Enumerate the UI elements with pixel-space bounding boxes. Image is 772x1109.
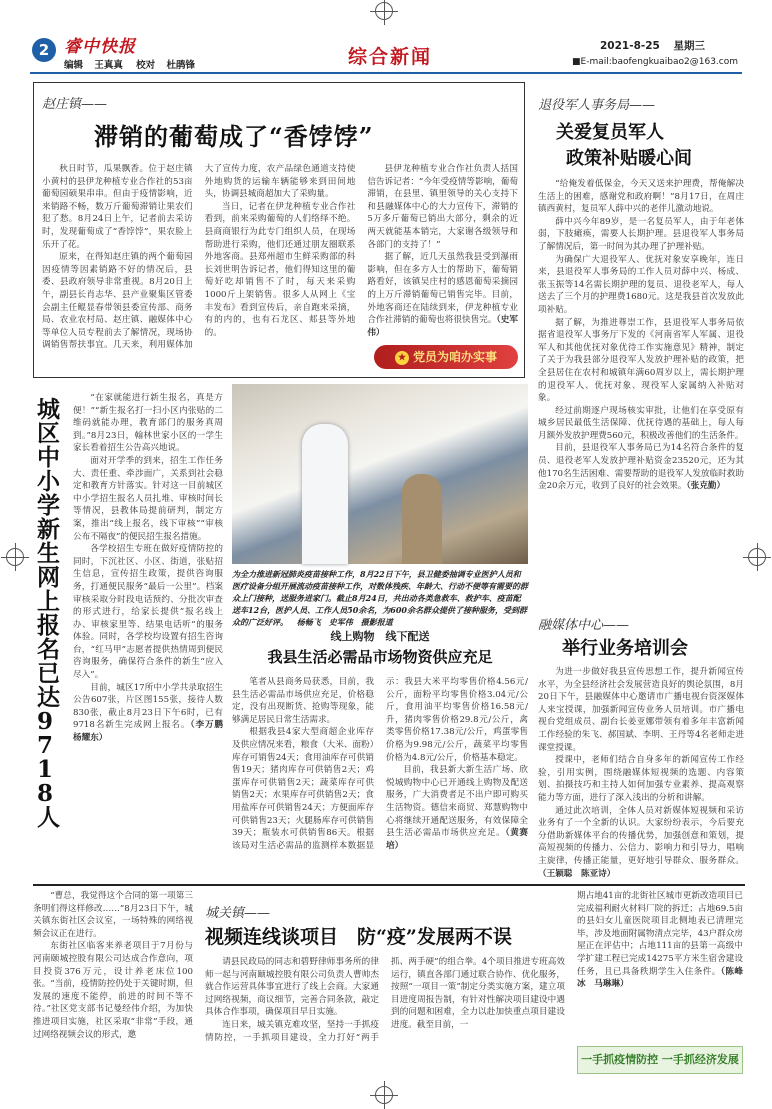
byline: （王颖聪 陈亚诗） (538, 868, 616, 879)
paragraph: 为进一步做好我县宣传思想工作，提升新闻宣传水平，为全县经济社会发展营造良好的舆论氛围，8月20日下午，县融媒体中心邀请市广播电视台资深媒体人来宝授课，加强新闻宣传业务人员培训。市广播电视台党组成员、副台长姜亚娜带领有着多年丰富新闻工作经验的朱飞、郝国斌、李明、王丹等4名老师走进课堂授课。 (538, 667, 744, 753)
paragraph: “曹总，我觉得这个合同的第一项第三条明们得这样修改……”8月23日下午，城关镇东街社区会议室，一场特殊的网络视频会议正在进行。 (33, 891, 193, 939)
project-right-body (577, 890, 743, 1040)
paragraph (73, 682, 232, 745)
paragraph-text: 目前，县退役军人事务局已为14名符合条件的复员、退役老军人发放护理补贴资金23520元，还为其他170名生活困难、需要帮助的退役军人发放临时救助金20余万元，收到了良好的社会效果。 (538, 443, 744, 492)
weekday-text: 星期三 (673, 40, 706, 52)
veterans-body (538, 178, 744, 590)
paragraph: 县伊龙种植专业合作社负责人括国信告诉记者：“今年受疫情等影响，葡萄滞销，在县里、镇里领导的关心支持下和县融媒体中心的大力宣传下，滞销的5万多斤葡萄已销出大部分，剩余的近两天就能基本销完，大家谢各级领导和各部门的支持了！” (367, 164, 518, 250)
party-emblem-icon: ★ (395, 351, 409, 365)
party-banner (374, 345, 518, 369)
paragraph: 原来，在得知赵庄镇的两个葡萄园因疫情等因素销路不好的情况后，县委、县政府领导非常重视。8月20日上午，副县长肖志华、县产业聚集区管委会副主任鲲显春带领县委宣传部、商务局、农业农村局、赵庄镇、融媒体中心等单位人员专程前去了解情况，现场协调销售帮扶事宜。几天来，利用媒体加大了宣传力度，农产品绿色通道支持使外地购货的运输车辆能够来到田间地头，协调县城商超加大了采购量。 (42, 164, 356, 351)
paragraph-text: 通过此次培训，全体人员对新媒体短视频和采访业务有了一个全新的认识。大家纷纷表示，今后要充分借助新媒体平台的传播优势，加强创意和策划，提高短视频的传播力、公信力、影响力和引导力，唱响主旋律，传播正能量，更好地引导群众、服务群众。 (538, 805, 744, 866)
byline: （张克勤） (686, 481, 726, 492)
paragraph: 授课中，老师们结合自身多年的新闻宣传工作经验，引用实例，围绕融媒体短视频的选题、内容策划、拍摄技巧和主持人如何加强专业素养、提高观察能力等方面，进行了深入浅出的分析和讲解。 (538, 755, 744, 803)
market-title: 我县生活必需品市场物资供应充足 (267, 648, 493, 666)
paragraph-text: 据了解，近几天虽然我县受到瀑雨影响，但在多方人士的帮助下，葡萄销路看好，该镇吴庄村的感恩葡萄采摘园的上万斤滞销葡萄已销售完毕。目前，外地客商还在陆续到来，伊龙种植专业合作社滞销的葡萄也将很快售完。 (367, 252, 518, 326)
email-text: E-mail:baofengkuaibao2@163.com (580, 57, 738, 67)
veterans-kicker: 退役军人事务局—— (538, 98, 656, 113)
media-kicker: 融媒体中心—— (538, 618, 630, 633)
editor-line (64, 57, 195, 71)
paragraph: 为确保广大退役军人、优抚对象安享晚年，连日来，县退役军人事务局的工作人员对薛中兴、杨成、张玉振等14名需长期护理的复员、退役老军人，每人送去了三个月的护理费1680元。这是我县首次发放此项补贴。 (538, 254, 744, 315)
header-rule (30, 72, 742, 74)
issue-date (600, 38, 705, 53)
editor-name: 王真真 (94, 60, 123, 71)
date-text: 2021-8-25 (600, 40, 660, 52)
masthead: 睿中快报 (64, 37, 136, 57)
bottom-section-rule (33, 884, 745, 886)
project-mid-body (205, 956, 565, 1088)
byline: （黄赛培） (386, 828, 528, 851)
paragraph: 薛中兴今年89岁，是一名复员军人，由于年老体弱，下肢瘫痪，需要人长期护理。县退役军人事务局了解情况后，第一时间为其办理了护理补贴。 (538, 216, 744, 252)
page-header (30, 32, 742, 76)
paragraph: 请县民政局的同志和碧野律师事务所的律师一起与河南颐城控股有限公司负责人曹帅杰就合作运营具体事宜进行了线上会商。大家通过网络视频，商议细节，完善合同条款，敲定具体合作事项，确保项目早日实施。 (205, 957, 379, 1018)
paragraph: 据了解，为推进尊崇工作，县退役军人事务局依据省退役军人事务厅下发的《河南省军人军属、退役军人和其他优抚对象优待工作实施意见》精神，制定了关于为我县部分退役军人发放护理补贴的政策，把全县居住在农村和城镇年满60周岁以上，需长期护理的退役军人、优抚对象、现役军人家属纳入补贴对象。 (538, 317, 744, 404)
vaccination-photo (232, 384, 528, 564)
project-article (33, 890, 745, 1090)
proofreader-name: 杜鹃锋 (166, 60, 195, 71)
paragraph: 东街社区临客来养老项目于7月份与河南颐城控股有限公司达成合作意向，项目投资376万元，设计养老床位100张。“当前，疫情防控仍处于关键时期，但发展的速度不能停，前进的时间不等不待。”社区党支部书记曼经伟介绍，为加快推进项目实施，社区采取“非常”手段，通过网络视频会议的形式，邀 (33, 941, 193, 1040)
project-title: 视频连线谈项目 防“疫”发展两不误 (205, 926, 512, 948)
paragraph: “在家就能进行新生报名，真是方便！”“新生报名打一扫小区内张贴的二维码就能办理，教育部门的服务真周到。”8月23日，翰林世家小区的一学生家长看着招生公告高兴地说。 (73, 393, 223, 454)
market-kicker: 线上购物 线下配送 (330, 630, 430, 643)
project-left-body (33, 890, 193, 1088)
editor-label: 编辑 (64, 60, 84, 71)
paragraph: 各学校招生专班在做好疫情防控的同时，下沉社区、小区、街道，张贴招生信息，宣传招生政策，提供咨询服务，打通便民服务“最后一公里”。档案审核采取分时段电话预约、分批次审查的形式进行，给家长提供“报名线上办、审核家里等、结果电话听”的服务体验。同时，各学校均设置有招生咨询台，“红马甲”志愿者提供热情周到便民咨询服务，确保符合条件的新生“应入尽入”。 (73, 544, 223, 681)
grape-article (33, 82, 525, 378)
slogan-banner: 一手抓疫情防控 一手抓经济发展 (577, 1046, 743, 1074)
media-article (536, 610, 746, 880)
elder-figure (402, 474, 442, 564)
paragraph: 经过前期逐户现场核实审批，让他们在享受原有城乡居民最低生活保障、优抚待遇的基础上，每人每月额外发放护理费560元，积极改善他们的生活条件。 (538, 405, 744, 441)
enrollment-article (33, 392, 232, 880)
byline: （李万鹏 杨耀东） (73, 720, 232, 744)
grape-kicker: 赵庄镇—— (42, 97, 108, 112)
email-line: ■E-mail:baofengkuaibao2@163.com (572, 57, 738, 67)
paragraph (538, 805, 744, 881)
byline: （陈峰冰 马琳琳） (577, 966, 743, 990)
market-body (232, 676, 528, 880)
veterans-title-2: 政策补贴暖心间 (566, 148, 692, 169)
veterans-article (536, 82, 746, 592)
paragraph-text: 期占地41亩的北街社区城市更新改造项目已完成福利耐火材料厂院的拆迁；占地69.5亩的县妇女儿童医院项目北侧地表已清理完毕，涉及地面附属物清点完毕，43户群众房屋正在评估中；占地111亩的县第一高级中学扩建工程已完成14275平方米生宿舍建设任务，且已具备秩期学生入住条件。 (577, 891, 743, 977)
enrollment-body (73, 392, 232, 880)
section-name: 综合新闻 (348, 46, 433, 68)
registration-mark (6, 548, 24, 566)
paragraph (538, 442, 744, 492)
paragraph (577, 890, 743, 991)
registration-mark (375, 2, 393, 20)
paragraph: “给俺发着低保金，今天又送来护理费，帮俺解决生活上的困难，感谢党和政府啊！”8月17日，在周庄镇西黄村，复员军人薛中兴的老伴儿激动地说。 (538, 179, 744, 215)
medic-figure (302, 424, 348, 564)
media-body (538, 666, 744, 880)
page-number-badge: 2 (32, 38, 56, 62)
project-kicker: 城关镇—— (205, 906, 271, 921)
vaccination-caption (232, 568, 528, 628)
paragraph: 笔者从县商务局获悉，目前，我县生活必需品市场供应充足，价格稳定，没有出现断货、抢购等现象，能够满足居民日常生活需求。 (232, 677, 374, 725)
caption-text: 为全力推进新冠肺炎疫苗接种工作，8月22日下午，县卫健委抽调专业医护人员和医疗设备分组开展流动疫苗接种工作，对数体残疾、年龄大、行动不便等有需要的群众上门接种，送服务进家门。截止8月24日，共出动各类急救车、救护车、疫苗配送车12台，医护人员、工作人员50余名，为600余名群众提供了接种服务，受到群众的广泛好评。 (232, 569, 528, 627)
veterans-title-1: 关爱复员军人 (556, 122, 664, 143)
paragraph (367, 251, 518, 339)
media-title: 举行业务培训会 (562, 638, 688, 659)
enrollment-title: 城区中小学新生网上报名已达9718人 (37, 396, 60, 831)
photo-credit: 杨畅飞 史军伟 摄影报道 (296, 617, 393, 627)
paragraph (386, 764, 528, 852)
paragraph: 当日，记者在伊龙种植专业合作社看到，前来采购葡萄的人们络绎不绝。县商商银行为此专门组织人员，在现场帮助进行采购，他们还通过朋友圈联系外地客商。县郑州超市生鲜采购部的科长刘世明告诉记者，他们得知这里的葡萄好吃却销售不了时，每天来采购1000斤上架销售。很多人从网上《宝丰发布》看到宣传后，亲自跑来采摘，有的内的，也有石龙区、郏县等外地的。 (204, 201, 356, 338)
paragraph-text: 目前，城区17所中小学共录取招生公告607张，片区图155张，接待人数830张，截止8月23日下午6时，已有9718名新生完成网上报名。 (73, 682, 223, 731)
paragraph: 秋日时节，瓜果飘香。位于赵庄镇小黄村的县伊龙种植专业合作社的53亩葡萄园硕果串串。但由于疫情影响，近来销路不畅，数万斤葡萄滞销让果农们犯了愁。8月24日上午，记者前去采访时，发现葡萄成了“香饽饽”，果农脸上乐开了花。 (42, 164, 193, 250)
paragraph-text: 目前，我县新大新生活广场、欣悦城购物中心已开通线上购物及配送服务，广大消费者足不出户即可购买生活物资。德信来商贸、郑慧购物中心将继续开通配送服务，有效保障全县生活必需品市场供应充足。 (386, 765, 528, 839)
party-banner-label: 党员为咱办实事 (412, 350, 497, 364)
paragraph: 根据我县4家大型商超企业库存及供应情况来看，粮食（大米、面粉）库存可销售24天；食用油库存可供销售19天；猪肉库存可供销售2天；鸡蛋库存可供销售2天；蔬菜库存可供销售2天；水果库存可供销售2天；食用盐库存可供销售24天；方便面库存可供销售23天；火腿肠库存可供销售39天；瓶装水可供销售86天。根据该局对生活必需品的监测样本数据显示：我县大米平均零售价格4.56元/公斤，面粉平均零售价格3.04元/公斤，食用油平均零售价格16.58元/升，猪肉零售价格29.8元/公斤，禽类零售价格17.38元/公斤，鸡蛋零售价格为9.98元/公斤，蔬菜平均零售价格为4.8元/公斤，价格基本稳定。 (232, 677, 528, 851)
proof-label: 校对 (136, 60, 156, 71)
paragraph: 连日来，城关镇克难攻坚，坚持一手抓疫情防控，一手抓项目建设，全力打好“两手抓、两手硬”的组合拳。4个项目推进专班高效运行，镇直各部门通过联合协作、优化服务，按照“一项目一策”制定分类实施方案，建立项目进度周报告制，有针对性解决项目建设中遇到的问题和困难，全力以赴加快重点项目建设进度。截至目前，一 (205, 957, 565, 1043)
market-article (232, 624, 528, 880)
registration-mark (748, 548, 766, 566)
paragraph: 面对开学季的到来，招生工作任务大、责任重、牵涉面广，关系到社会稳定和教育方针落实。针对这一目前城区中小学招生报名人员扎堆、审核时间长等情况，县教体局提前研判，制定方案，推出“线上报名，线下审核”“审核公布不隔夜”的便民招生报名措施。 (73, 455, 223, 542)
grape-body (42, 163, 518, 373)
grape-title: 滞销的葡萄成了“香饽饽” (94, 122, 374, 151)
byline: （史军伟） (367, 315, 518, 338)
